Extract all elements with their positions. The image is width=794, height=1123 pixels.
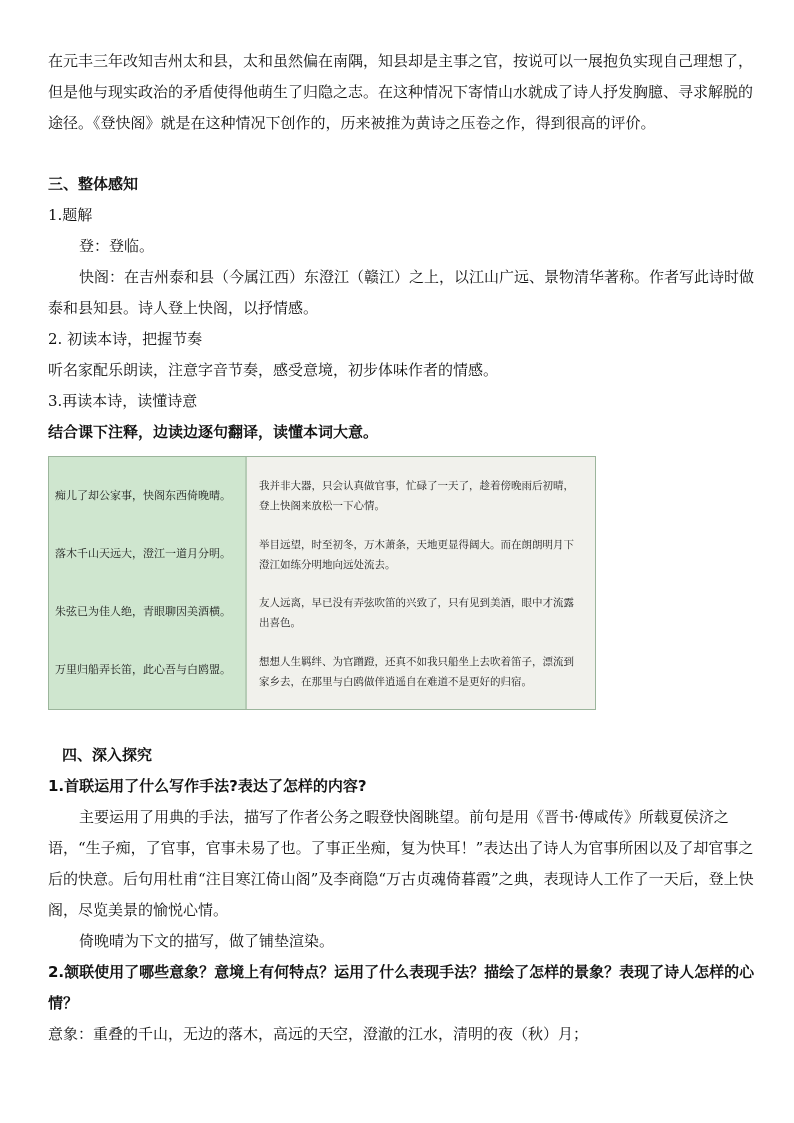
item2-title: 2. 初读本诗，把握节奏 (48, 330, 203, 348)
poem-line: 落木千山天远大，澄江一道月分明。 (55, 547, 231, 560)
poem-translation: 举目远望，时至初冬，万木萧条，天地更显得阔大。而在朗朗明月下澄江如练分明地向远处流去。 (259, 538, 574, 571)
question-2: 2.颔联使用了哪些意象？意境上有何特点？运用了什么表现手法？描绘了怎样的景象？表现了诗人怎样的心情？ (48, 963, 755, 1012)
poem-translation-table (48, 456, 596, 710)
answer-1-note: 倚晚晴为下文的描写，做了铺垫渲染。 (79, 932, 335, 950)
section3-heading: 三、整体感知 (48, 175, 139, 193)
poem-line: 朱弦已为佳人绝，青眼聊因美酒横。 (55, 605, 231, 618)
item3-title: 3.再读本诗，读懂诗意 (48, 392, 198, 410)
poem-line: 万里归船弄长笛，此心吾与白鸥盟。 (55, 663, 231, 676)
poem-lines-column (49, 457, 247, 709)
poem-translation: 我并非大器，只会认真做官事，忙碌了一天了，趁着傍晚雨后初晴，登上快阁来放松一下心情。 (259, 480, 574, 513)
answer-1-paragraph: 主要运用了用典的手法，描写了作者公务之暇登快阁眺望。前句是用《晋书·傅咸传》所载夏侯济之语，“生子痴，了官事，官事未易了也。了事正坐痴，复为快耳！”表达出了诗人为官事所困以及了却官事之后的快意。后句用杜甫“注目寒江倚山阁”及李商隐“万古贞魂倚暮霞”之典，表现诗人工作了一天后，登上快阁，尽览美景的愉悦心情。 (48, 808, 754, 919)
section4-heading: 四、深入探究 (62, 746, 153, 764)
item2-text: 听名家配乐朗读，注意字音节奏，感受意境，初步体味作者的情感。 (48, 361, 499, 379)
document-page (48, 46, 764, 1050)
poem-translation: 想想人生羁绊、为官蹭蹬，还真不如我只船坐上去吹着笛子，漂流到家乡去，在那里与白鸥做伴逍遥自在难道不是更好的归宿。 (259, 655, 574, 688)
translation-column (247, 457, 595, 709)
poem-translation: 友人远离，早已没有弄弦吹笛的兴致了，只有见到美酒，眼中才流露出喜色。 (259, 597, 574, 630)
item1-line2: 快阁：在吉州泰和县（今属江西）东澄江（赣江）之上，以江山广远、景物清华著称。作者写此诗时做泰和县知县。诗人登上快阁，以抒情感。 (48, 268, 755, 317)
poem-line: 痴儿了却公家事，快阁东西倚晚晴。 (55, 489, 231, 502)
answer-2-imagery: 意象：重叠的千山，无边的落木，高远的天空，澄澈的江水，清明的夜（秋）月； (48, 1025, 589, 1043)
question-1: 1.首联运用了什么写作手法?表达了怎样的内容? (48, 777, 367, 795)
item1-line1: 登：登临。 (79, 237, 155, 255)
item1-title: 1.题解 (48, 206, 93, 224)
item3-instruction: 结合课下注释，边读边逐句翻译，读懂本词大意。 (48, 423, 379, 441)
intro-paragraph: 在元丰三年改知吉州太和县，太和虽然偏在南隅，知县却是主事之官，按说可以一展抱负实现自己理想了，但是他与现实政治的矛盾使得他萌生了归隐之志。在这种情况下寄情山水就成了诗人抒发胸臆、寻求解脱的途径。《登快阁》就是在这种情况下创作的，历来被推为黄诗之压卷之作，得到很高的评价。 (48, 52, 754, 132)
